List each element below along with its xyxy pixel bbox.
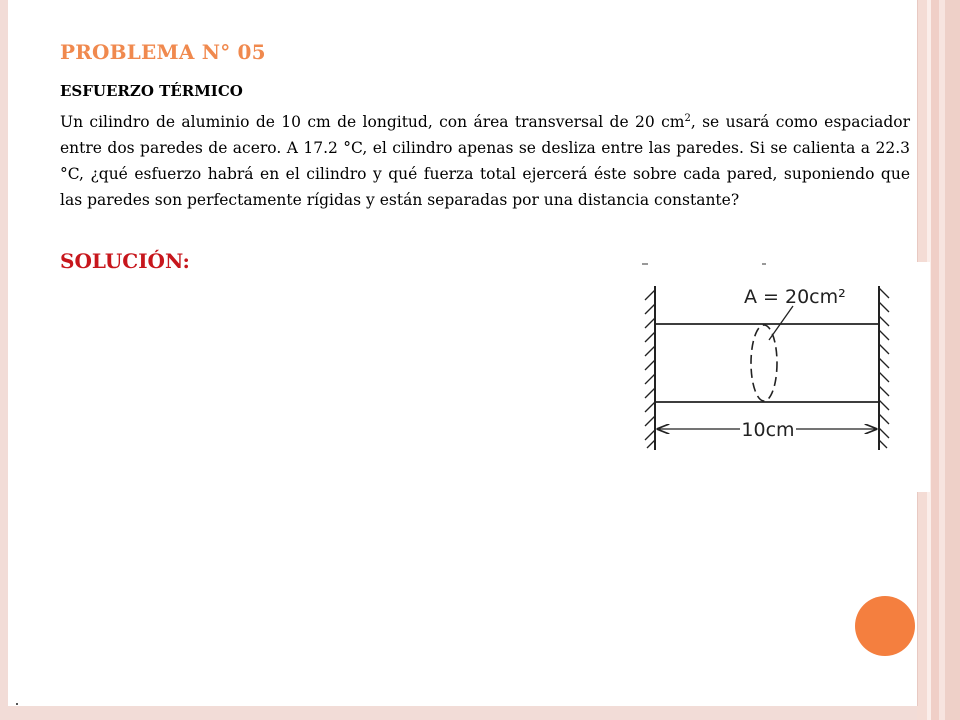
footer-mark [16,703,18,705]
decorative-stripe [945,0,960,720]
cross-section-ellipse [751,325,777,401]
problem-statement [60,109,910,213]
problem-text-part1: Un cilindro de aluminio de 10 cm de longitud, con área transversal de 20 cm [60,113,685,131]
solution-label: SOLUCIÓN: [60,249,190,273]
length-label: 10cm [741,419,795,441]
cylinder-diagram [612,262,930,492]
problem-superscript: 2 [684,112,691,124]
right-wall [879,286,889,450]
problem-text-part2: , se usará como espaciador entre dos paredes de acero. A 17.2 °C, el cilindro apenas se desliza entre las paredes. Si se calienta a 22.3 °C, ¿qué esfuerzo habrá en el cilindro y qué fuerza total ejercerá éste sobre cada pared, suponiendo que las paredes son perfectamente rígidas y están separadas por una distancia constante? [60,113,910,209]
decorative-circle [855,596,915,656]
problem-title: PROBLEMA N° 05 [60,40,266,64]
problem-subtitle: ESFUERZO TÉRMICO [60,82,243,100]
left-wall [645,286,655,450]
area-pointer [769,306,793,340]
area-label: A = 20cm² [744,286,846,308]
decorative-stripe [931,0,939,720]
